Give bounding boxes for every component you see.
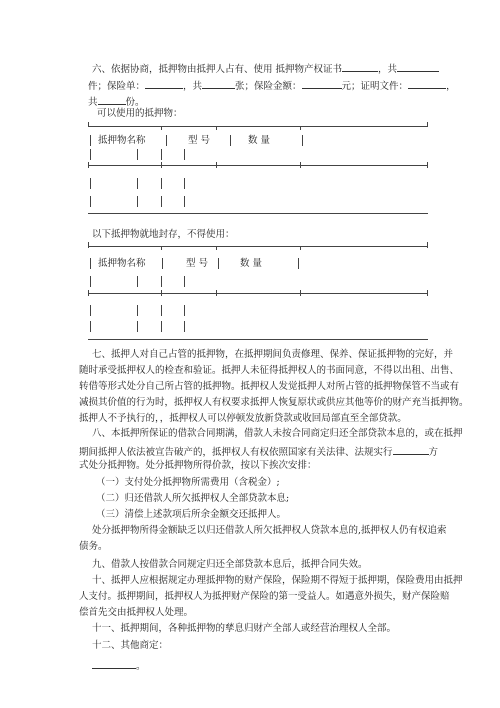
table-rule [88, 339, 428, 340]
clause-6-line-2: 件；保险单： ，共 张；保险金额： 元；证明文件： ， [88, 78, 456, 93]
clause-7-line-2: 随时承受抵押权人的检查和验证。抵押人未征得抵押权人的书面同意，不得以出租、出售、 [79, 365, 460, 376]
table-2-caption: 以下抵押物就地封存，不得使用： [92, 229, 235, 240]
table-row [88, 177, 428, 191]
clause-11: 十一、抵押期间，各种抵押物的孳息归财产全部人或经营治理权人全部。 [92, 623, 397, 634]
clause-8-item-3: （三）清偿上述款项后所余金额交还抵押人。 [96, 509, 287, 520]
blank-sheets [202, 78, 235, 89]
clause-8-line-1: 八、本抵押所保证的借款合同期满，借款人未按合同商定归还全部贷款本息的，或在抵押 [92, 428, 463, 439]
table-header-row: 抵押物名称 型 号 数 量 [88, 134, 428, 148]
table-1-caption: 可以使用的抵押物： [97, 108, 183, 119]
table-sealed-collateral [88, 244, 428, 344]
clause-12: 十二、其他商定： [92, 640, 169, 651]
clause-10-line-1: 十、抵押人应根据规定办理抵押物的财产保险，保险期不得短于抵押期，保险费用由抵押 [92, 575, 463, 586]
clause-7-line-5: 抵押人不予执行的，，抵押权人可以停顿发放新贷款或收回局部直至全部贷款。 [79, 413, 407, 424]
table-rule [88, 246, 428, 247]
blank-count [397, 61, 439, 72]
table-row [88, 195, 428, 209]
clause-8-line-3: 式处分抵押物。处分抵押物所得价款，按以下挨次安排： [79, 460, 317, 471]
table-row [88, 148, 428, 162]
blank-other-terms [92, 658, 136, 669]
table-header-row: 抵押物名称 型 号 数 量 [88, 257, 428, 271]
clause-8-line-2: 期间抵押人依法被宣告破产的，抵押权人有权依照国家有关法律、法规实行 方 [79, 444, 438, 459]
clause-10-line-2: 人支付。抵押期间，抵押权人为抵押财产保险的第一受益人。如遇意外损失，财产保险赔 [79, 591, 450, 602]
table-row [88, 320, 428, 334]
blank-documents [408, 78, 446, 89]
clause-8-item-1: （一）支付处分抵押物所需费用（含税金）; [96, 477, 280, 488]
blank-policy [145, 78, 183, 89]
clause-9: 九、借款人按借款合同规定归还全部贷款本息后，抵押合同失效。 [92, 559, 368, 570]
clause-6-line-3: 共 份。 [88, 94, 145, 109]
blank-amount [302, 78, 342, 89]
table-rule [88, 165, 428, 166]
table-rule [88, 126, 428, 127]
clause-8-line-5: 债务。 [79, 541, 108, 552]
blank-certificate [342, 61, 378, 72]
clause-12-fill: 。 [92, 658, 146, 673]
blank-method [393, 444, 429, 455]
clause-7-line-3: 转借等形式处分自己所占管的抵押物。抵押权人发觉抵押人对所占管的抵押物保管不当或有 [79, 381, 460, 392]
clause-7-line-1: 七、抵押人对自己占管的抵押物，在抵押期间负责修理、保养、保证抵押物的完好，并 [92, 349, 454, 360]
table-usable-collateral [88, 125, 428, 217]
clause-6-line-1: 六、依据协商，抵押物由抵押人占有、使用 抵押物产权证书 ，共 [92, 61, 439, 76]
table-rule [88, 293, 428, 294]
clause-8-line-4: 处分抵押物所得金额缺乏以归还借款人所欠抵押权人贷款本息的,抵押权人仍有权追索 [92, 525, 447, 536]
clause-7-line-4: 减损其价值的行为时，抵押权人有权要求抵押人恢复原状或供应其他等价的财产充当抵押物。 [79, 397, 469, 408]
clause-10-line-3: 偿首先交由抵押权人处理。 [79, 607, 194, 618]
blank-copies [98, 94, 126, 105]
table-row [88, 304, 428, 318]
clause-8-item-2: （二）归还借款人所欠抵押权人全部贷款本息; [96, 493, 290, 504]
table-row [88, 275, 428, 289]
table-rule [88, 213, 428, 214]
